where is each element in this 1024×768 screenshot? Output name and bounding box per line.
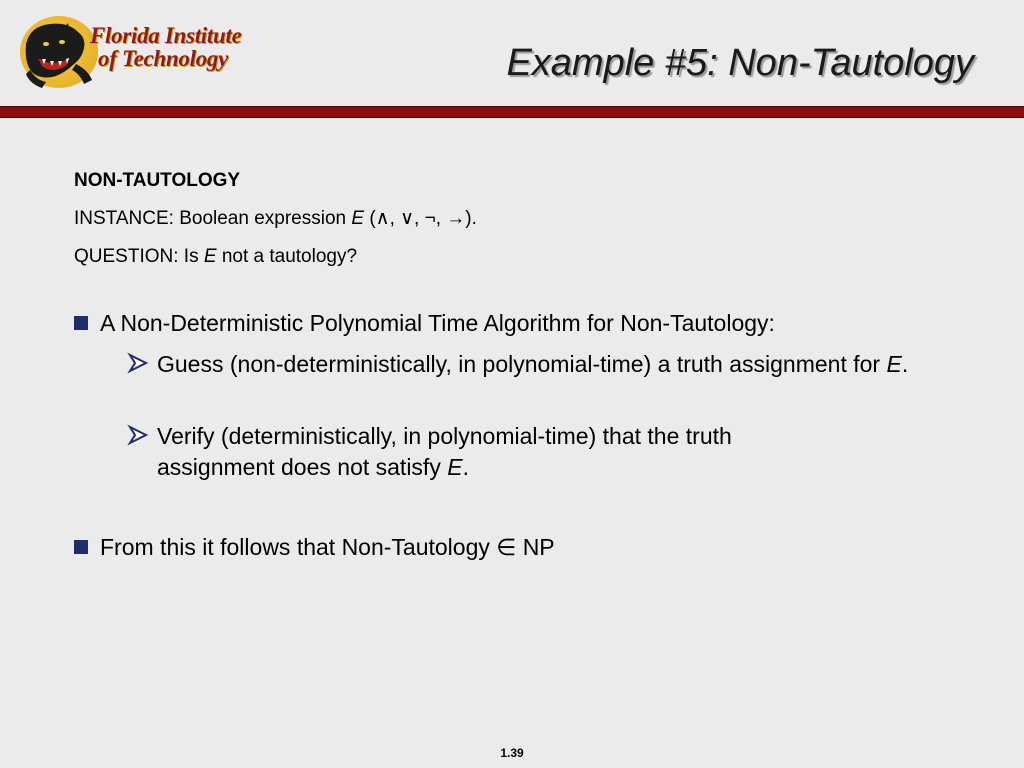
bullet-conclusion — [74, 534, 555, 561]
instance-variable: E — [351, 208, 365, 229]
instance-suffix: (∧, ∨, ¬, →). — [364, 208, 477, 229]
question-line — [74, 246, 477, 284]
page-number: 1.39 — [500, 746, 524, 760]
title-divider-bar — [0, 106, 1024, 118]
guess-variable: E — [886, 351, 902, 377]
logo-line-1: Florida Institute — [90, 23, 242, 48]
logo-line-2: of Technology — [98, 46, 229, 71]
fit-logo — [16, 14, 266, 90]
arrow-bullet-icon — [127, 352, 149, 374]
guess-prefix: Guess (non-deterministically, in polynomial-time) a truth assignment for — [157, 351, 887, 377]
verify-variable: E — [447, 454, 463, 480]
problem-definition — [74, 170, 477, 284]
arrow-bullet-icon — [127, 424, 149, 446]
bullet-conclusion-text: From this it follows that Non-Tautology ∈ NP — [100, 534, 555, 560]
guess-suffix: . — [901, 351, 909, 377]
sub-bullet-verify-text — [157, 421, 827, 483]
bullet-algorithm — [74, 310, 775, 337]
slide-title: Example #5: Non-Tautology — [506, 42, 974, 84]
instance-line — [74, 208, 477, 246]
problem-name: NON-TAUTOLOGY — [74, 170, 241, 191]
verify-suffix: . — [462, 454, 469, 480]
verify-prefix: Verify (deterministically, in polynomial-time) that the truth assignment does not satisfy — [157, 423, 732, 480]
sub-bullet-verify — [127, 421, 827, 483]
square-bullet-icon — [74, 540, 88, 554]
square-bullet-icon — [74, 316, 88, 330]
question-suffix: not a tautology? — [216, 246, 358, 267]
instance-prefix: INSTANCE: Boolean expression — [74, 208, 352, 229]
bullet-algorithm-text: A Non-Deterministic Polynomial Time Algorithm for Non-Tautology: — [100, 310, 775, 336]
logo-wordmark — [90, 24, 241, 70]
question-prefix: QUESTION: Is — [74, 246, 204, 267]
sub-bullet-guess — [127, 349, 947, 380]
question-variable: E — [203, 246, 217, 267]
sub-bullet-guess-text — [157, 349, 908, 380]
